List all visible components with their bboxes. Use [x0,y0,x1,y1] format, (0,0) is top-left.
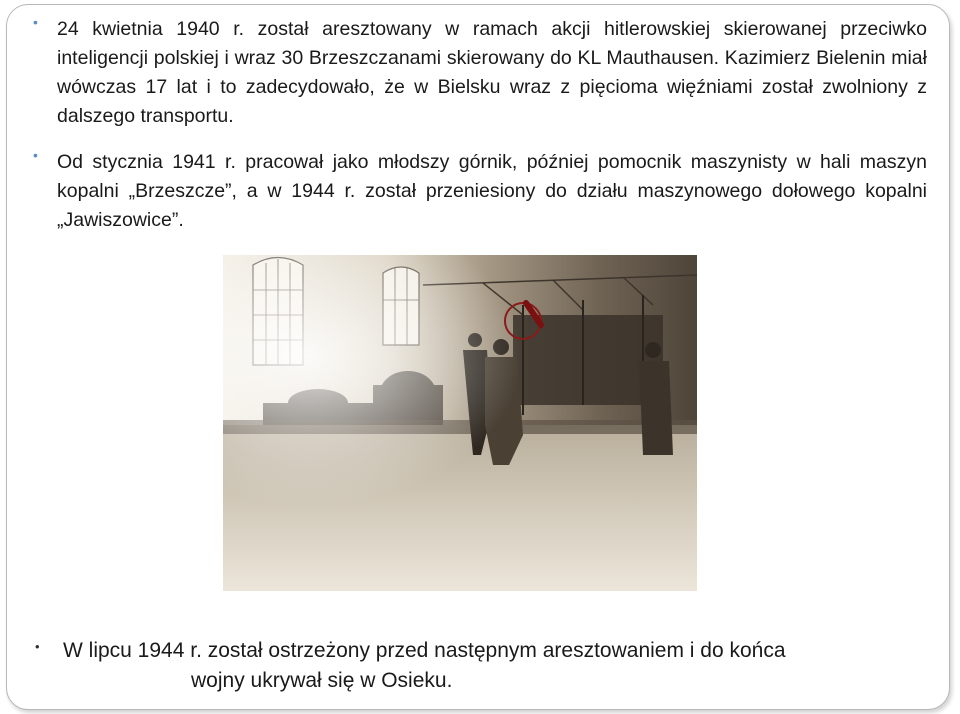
bullet-text: Od stycznia 1941 r. pracował jako młodszy górnik, później pomocnik maszynisty w hali maszyn kopalni „Brzeszcze”, a w 1944 r. został przeniesiony do działu maszynowego dołowego kopalni „Jawiszowice”. [57,151,927,231]
bullet-text-line-1: W lipcu 1944 r. został ostrzeżony przed następnym aresztowaniem i do końca [63,639,786,662]
bullet-marker: • [33,14,38,30]
bullet-text-line-2: wojny ukrywał się w Osieku. [191,669,453,692]
bullet-marker: • [33,147,38,163]
slide-frame [6,4,950,710]
machine-hall-photo [223,255,697,591]
bullet-text: 24 kwietnia 1940 r. został aresztowany w ramach akcji hitlerowskiej skierowanej przeciwko inteligencji polskiej i wraz 30 Brzeszczanami skierowany do KL Mauthausen. Kazimierz Bielenin miał wówczas 17 lat i to zadecydowało, że w Bielsku wraz z pięcioma więźniami został zwolniony z dalszego transportu. [57,18,927,127]
bullet-text [63,636,923,696]
historical-photo [223,255,697,591]
bullet-marker: • [35,639,40,654]
